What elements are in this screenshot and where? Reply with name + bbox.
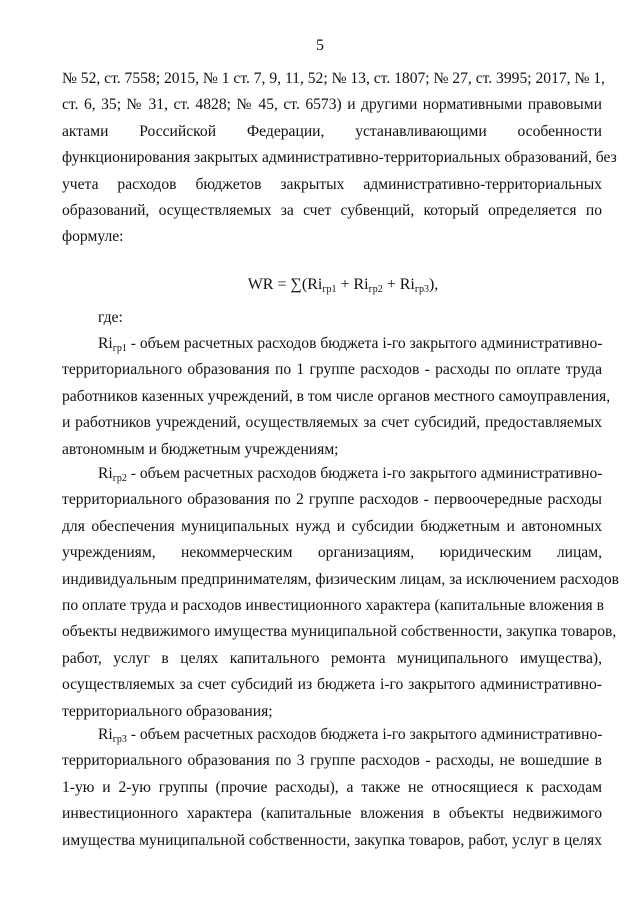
- definition-first-line: [62, 461, 602, 487]
- definition-symbol: Ri: [98, 335, 113, 352]
- definition-text: - объем расчетных расходов бюджета i-го закрытого административно-: [126, 335, 603, 352]
- formula-end: ),: [428, 276, 439, 293]
- definition-gr3: [62, 722, 602, 854]
- definition-line: работников казенных учреждений, в том числе органов местного самоуправления,: [62, 387, 611, 405]
- definition-first-line: [62, 331, 602, 357]
- definition-text: - объем расчетных расходов бюджета i-го закрытого административно-: [126, 465, 603, 482]
- definition-line: имущества муниципальной собственности, закупка товаров, работ, услуг в целях: [62, 831, 602, 849]
- definition-line: 1-ую и 2-ую группы (прочие расходы), а также не относящиеся к расходам: [62, 778, 602, 796]
- definition-line: территориального образования;: [62, 702, 273, 720]
- definition-line: индивидуальным предпринимателям, физическим лицам, за исключением расходов: [62, 570, 619, 588]
- definition-line: объекты недвижимого имущества муниципальной собственности, закупка товаров,: [62, 623, 617, 641]
- paragraph-line: образований, осуществляемых за счет субвенций, который определяется по: [62, 201, 602, 219]
- formula-sub: гр2: [368, 284, 383, 295]
- definition-line: по оплате труда и расходов инвестиционного характера (капитальные вложения в: [62, 596, 604, 614]
- definition-line: и работников учреждений, осуществляемых за счет субсидий, предоставляемых: [62, 414, 602, 432]
- paragraph-line: № 52, ст. 7558; 2015, № 1 ст. 7, 9, 11, 52; № 13, ст. 1807; № 27, ст. 3995; 2017, № 1,: [62, 70, 605, 87]
- page-number: 5: [316, 37, 324, 54]
- definition-sub: гр2: [112, 473, 127, 484]
- definition-line: осуществляемых за счет субсидий из бюджета i-го закрытого административно-: [62, 676, 602, 694]
- paragraph-line: актами Российской Федерации, устанавливающими особенности: [62, 122, 602, 140]
- definition-symbol: Ri: [98, 726, 113, 743]
- formula-plus: + Ri: [336, 276, 369, 293]
- formula-sub: гр3: [414, 284, 429, 295]
- definition-line: автономным и бюджетным учреждениям;: [62, 440, 339, 458]
- where-label: где:: [98, 309, 123, 326]
- paragraph-line: формуле:: [62, 228, 124, 246]
- formula: [0, 276, 640, 294]
- definition-text: - объем расчетных расходов бюджета i-го закрытого административно-: [126, 726, 603, 743]
- definition-line: учреждениям, некоммерческим организациям, юридическим лицам,: [62, 544, 602, 562]
- definition-first-line: [62, 722, 602, 748]
- paragraph-line: учета расходов бюджетов закрытых административно-территориальных: [62, 175, 602, 193]
- paragraph-line: функционирования закрытых административно-территориальных образований, без: [62, 149, 617, 167]
- definition-symbol: Ri: [98, 465, 113, 482]
- formula-lhs: WR = ∑(Ri: [247, 276, 323, 293]
- paragraph-line: ст. 6, 35; № 31, ст. 4828; № 45, ст. 6573) и другими нормативными правовыми: [62, 96, 602, 114]
- formula-plus: + Ri: [382, 276, 415, 293]
- definition-line: территориального образования по 2 группе расходов - первоочередные расходы: [62, 491, 602, 509]
- formula-sub: гр1: [322, 284, 337, 295]
- definition-line: для обеспечения муниципальных нужд и субсидии бюджетным и автономных: [62, 517, 602, 535]
- definition-sub: гр1: [112, 343, 127, 354]
- definition-line: территориального образования по 3 группе расходов - расходы, не вошедшие в: [62, 752, 602, 770]
- definition-gr1: [62, 331, 611, 463]
- definition-line: территориального образования по 1 группе расходов - расходы по оплате труда: [62, 361, 602, 379]
- definition-line: работ, услуг в целях капитального ремонта муниципального имущества),: [62, 649, 602, 667]
- definition-line: инвестиционного характера (капитальные вложения в объекты недвижимого: [62, 805, 602, 823]
- intro-paragraph: [62, 66, 617, 251]
- definition-sub: гр3: [112, 734, 127, 745]
- definition-gr2: [62, 461, 619, 725]
